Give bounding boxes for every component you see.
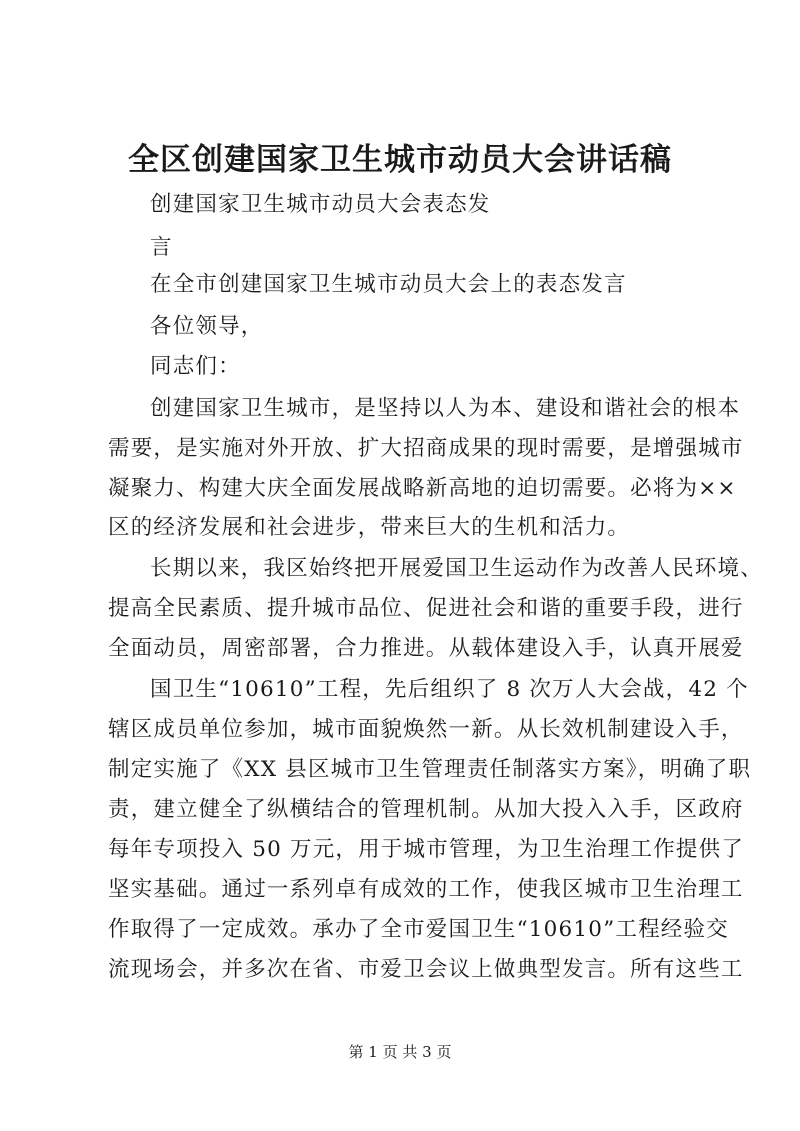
subtitle-line-1: 创建国家卫生城市动员大会表态发	[150, 192, 491, 217]
paragraph-line: 责，建立健全了纵横结合的管理机制。从加大投入入手，区政府	[108, 797, 744, 822]
paragraph-line: 国卫生“10610”工程，先后组织了 8 次万人大会战，42 个	[150, 677, 749, 702]
paragraph-line: 创建国家卫生城市，是坚持以人为本、建设和谐社会的根本	[150, 396, 741, 421]
document-title: 全区创建国家卫生城市动员大会讲话稿	[128, 142, 672, 178]
paragraph-line: 流现场会，并多次在省、市爱卫会议上做典型发言。所有这些工	[108, 957, 744, 982]
paragraph-line: 制定实施了《XX 县区城市卫生管理责任制落实方案》，明确了职	[108, 757, 752, 782]
subtitle-line-2: 言	[150, 235, 173, 260]
paragraph-line: 全面动员，周密部署，合力推进。从载体建设入手，认真开展爱	[108, 636, 744, 661]
salutation-comrades: 同志们：	[150, 354, 241, 379]
paragraph-line: 区的经济发展和社会进步，带来巨大的生机和活力。	[108, 515, 631, 540]
paragraph-line: 提高全民素质、提升城市品位、促进社会和谐的重要手段，进行	[108, 596, 744, 621]
paragraph-line: 需要，是实施对外开放、扩大招商成果的现时需要，是增强城市	[108, 436, 744, 461]
paragraph-line: 作取得了一定成效。承办了全市爱国卫生“10610”工程经验交	[108, 917, 729, 942]
salutation-leaders: 各位领导，	[150, 314, 264, 339]
paragraph-line: 坚实基础。通过一系列卓有成效的工作，使我区城市卫生治理工	[108, 877, 744, 902]
paragraph-line: 每年专项投入 50 万元，用于城市管理，为卫生治理工作提供了	[108, 837, 745, 862]
speech-heading: 在全市创建国家卫生城市动员大会上的表态发言	[150, 272, 627, 297]
paragraph-line: 凝聚力、构建大庆全面发展战略新高地的迫切需要。必将为××	[108, 476, 737, 501]
paragraph-line: 辖区成员单位参加，城市面貌焕然一新。从长效机制建设入手，	[108, 717, 744, 742]
paragraph-line: 长期以来，我区始终把开展爱国卫生运动作为改善人民环境、	[150, 556, 763, 581]
page-number-footer: 第 1 页 共 3 页	[348, 1043, 452, 1061]
